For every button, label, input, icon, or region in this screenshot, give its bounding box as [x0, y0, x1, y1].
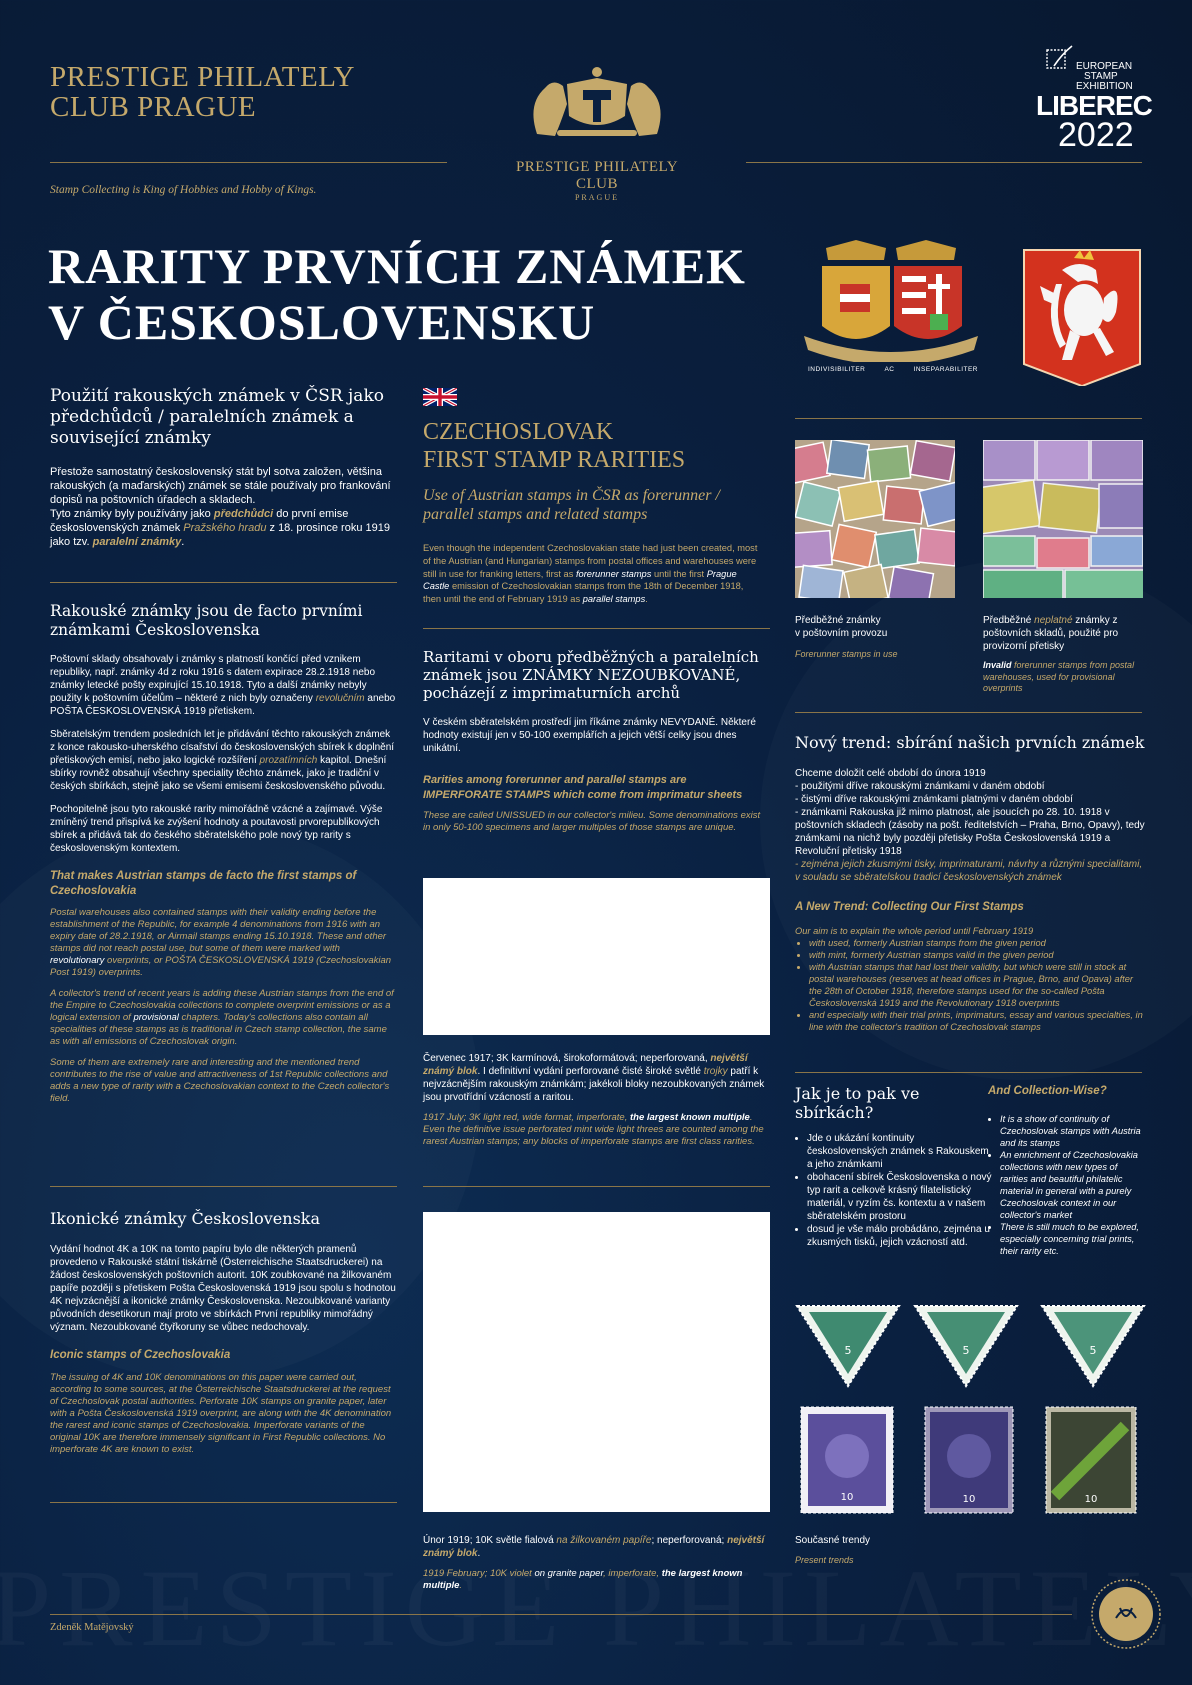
english-paragraph	[50, 988, 396, 1048]
text-run-emph: na žilkovaném papíře	[556, 1535, 652, 1546]
square-stamp	[800, 1406, 894, 1514]
logo-caption: PRESTIGE PHILATELY CLUB	[515, 159, 679, 192]
text-run-emph: the largest known multiple	[423, 1568, 743, 1591]
section-heading: Nový trend: sbírání našich prvních známek	[795, 733, 1145, 752]
english-paragraph: Some of them are extremely rare and interesting and the mentioned trend contributes to the rise of value and attractiveness of 1st Republic collections and adds a new type of rarity with a Czechoslovakian context to the Czech collector's field.	[50, 1057, 390, 1104]
stamp-pile-icon	[795, 440, 955, 598]
caption-english: Forerunner stamps in use	[795, 649, 898, 659]
club-name-line1: PRESTIGE PHILATELY	[50, 61, 355, 93]
double-shield-crest-icon	[798, 240, 984, 362]
english-heading: And Collection-Wise?	[988, 1085, 1107, 1097]
header-rule-right	[746, 162, 1142, 163]
text-run: until the first	[651, 568, 707, 579]
list-item: - známkami Rakouska již mimo platnost, ale jsoucích po 28. 10. 1918 v poštovních skladech (zásoby na pošt. ředitelstvích – Praha, Brno, Opavy), tedy známkami na nichž byly později přetisky Pošta Československá 1919 a Revoluční přetisky 1918	[795, 807, 1145, 857]
text-run: 1917 July; 3K light red, wide format, imperforate,	[423, 1112, 630, 1123]
section-new-trend	[795, 732, 1147, 1033]
stamp-value: 5	[1089, 1344, 1097, 1357]
list-item: • Jde o ukázání kontinuity československých známek s Rakouskem a jeho známkami	[807, 1132, 995, 1171]
text-run-emph: předchůdci	[213, 508, 274, 520]
exhibition-logo	[1036, 44, 1152, 154]
section-heading: Raritami v oboru předběžných a paralelních známek jsou ZNÁMKY NEZOUBKOVANÉ, pocházejí z imprimaturních archů	[423, 648, 759, 702]
english-paragraph: These are called UNISSUED in our collector's milieu. Some denominations exist in only 50-100 specimens and larger multiples of those stamps are unique.	[423, 810, 761, 833]
imperforate-3k-block-image	[423, 878, 770, 1035]
text-run: forerunner stamps from postal warehouses, used for provisional overprints	[983, 660, 1135, 693]
text-run: A collector's trend of recent years is adding these Austrian stamps from the end of the Empire to Czechoslovakia collections to complete overprint emissions or as a logical extension of	[50, 988, 394, 1023]
text-run: emission of Czechoslovakian stamps from the 18th of December 1918, then until the end of February 1919 as	[423, 581, 744, 605]
caption-3k	[423, 1052, 768, 1148]
english-list	[795, 937, 1147, 1033]
text-run: Even though the independent Czechoslovakian state had just been created, most of the Austrian (and Hungarian) stamps from postal offices and warehouses were still in use for franking letters, first as	[423, 543, 758, 579]
caption-10k	[423, 1534, 768, 1592]
english-paragraph: The issuing of 4K and 10K denominations on this paper were carried out, according to some sources, at the Österreichische Staatsdruckerei at the request of Czechoslovak postal authorities. Perforate 10K stamps on granite paper, later with a Pošta Československá 1919 overprint, are along with the 4K denomination the rarest and iconic stamps of Czechoslovakia. Imperforate variants of the original 10K are therefore immensely significant in First Republic collections. No imperforate 4K are known to exist.	[50, 1372, 392, 1455]
text-run-emph: forerunner stamps	[575, 568, 652, 579]
english-heading: Rarities among forerunner and parallel stamps are IMPERFORATE STAMPS which come from imprimatur sheets	[423, 774, 743, 801]
stamp-value: 10	[1084, 1494, 1098, 1505]
stamp-value: 10	[840, 1492, 854, 1503]
caption-line: Předběžné známky	[795, 615, 881, 626]
text-run: Červenec 1917; 3K karmínová, širokoformátová; neperforovaná,	[423, 1053, 711, 1064]
text-run: Únor 1919; 10K světle fialová	[423, 1535, 557, 1546]
overprint-stamps-photo	[983, 440, 1143, 598]
text-run-emph: Pražského hradu	[183, 522, 267, 534]
list-item: • obohacení sbírek Československa o nový typ rarit a celkově krásný filatelistický materiál, v ryzím čs. kontextu a v našem sběratelském prostoru	[807, 1171, 995, 1223]
lions-crest-icon	[497, 64, 697, 144]
trend-list	[795, 780, 1147, 884]
motto-mid: AC	[884, 366, 895, 373]
list-item: • with used, formerly Austrian stamps from the given period	[809, 937, 1147, 949]
exhibition-line3: EXHIBITION	[1076, 81, 1133, 92]
english-title-line2: FIRST STAMP RARITIES	[423, 447, 686, 473]
photo-caption-overprint	[983, 614, 1143, 695]
text-run: patří k nejvzácnějším rakouským známkám; jakékoli bloky nezoubkovaných známek jsou prvotřídní vzácností a raritou.	[423, 1066, 765, 1103]
text-run: .	[181, 536, 185, 548]
text-run: , imperforate,	[603, 1568, 662, 1579]
text-run: .	[477, 1548, 481, 1559]
list-item: • with mint, formerly Austrian stamps valid in the given period	[809, 949, 1147, 961]
list-item: - použitými dříve rakouskými známkami v daném období	[795, 781, 1045, 792]
motto-right: INSEPARABILITER	[913, 366, 978, 373]
caption-text	[983, 614, 1143, 653]
text-run-emph: největší známý blok	[423, 1053, 748, 1077]
author-name: Zdeněk Matějovský	[50, 1622, 134, 1633]
divider	[795, 1072, 1142, 1073]
section-heading: Rakouské známky jsou de facto prvními známkami Československa	[50, 602, 363, 639]
text-run: ; neperforovaná;	[651, 1535, 728, 1546]
triangle-stamp	[1040, 1304, 1146, 1388]
section-iconic	[50, 1208, 396, 1456]
photo-caption-forerunner	[795, 614, 955, 661]
text-run: anebo POŠTA ČESKOSLOVENSKÁ 1919 přetiskem.	[50, 693, 396, 717]
section-collections-cz	[795, 1084, 995, 1249]
square-stamp	[1045, 1406, 1137, 1514]
logo-subcaption: PRAGUE	[574, 193, 619, 202]
caption-text	[423, 1052, 768, 1104]
exhibition-year: 2022	[1058, 116, 1134, 154]
caption-english: Present trends	[795, 1555, 854, 1565]
triangle-stamp	[913, 1304, 1019, 1388]
uk-flag-icon	[423, 388, 457, 406]
present-trends-caption	[795, 1534, 870, 1567]
dropcap-paragraph: Přestože samostatný československý stát byl sotva založen, většina rakouských (a maďarských) známek se stále používaly pro frankování dopisů na poštovních úřadech a skladech.	[50, 466, 391, 506]
caption-line: v poštovním provozu	[795, 628, 888, 639]
stamp-value: 5	[844, 1344, 852, 1357]
english-list	[988, 1113, 1144, 1257]
section-heading: Jak je to pak ve sbírkách?	[795, 1084, 920, 1122]
trend-intro: Chceme doložit celé období do února 1919	[795, 768, 986, 779]
text-run: chapters. Today's collections also contain all specialities of these stamps as is traditional in Czech stamp collection, the same as with all emissions of Czechoslovak origin.	[50, 1012, 387, 1047]
section-imperforate	[423, 648, 768, 834]
triangle-stamp	[795, 1304, 901, 1388]
divider	[423, 628, 770, 629]
page-title-line1: RARITY PRVNÍCH ZNÁMEK	[48, 238, 746, 294]
english-subtitle: Use of Austrian stamps in ČSR as forerunner / parallel stamps and related stamps	[423, 487, 720, 523]
text-run: z 18. prosince roku 1919 jako tzv.	[50, 522, 390, 548]
text-run: Tyto známky byly používány jako	[50, 508, 214, 520]
section-paragraph	[50, 465, 396, 507]
text-run-emph: neplatné	[1034, 615, 1073, 626]
text-run-emph: revolutionary	[50, 955, 105, 966]
exhibition-city: LIBEREC	[1036, 90, 1152, 121]
forerunner-stamps-photo	[795, 440, 955, 598]
text-run: do první emise československých známek	[50, 508, 349, 534]
caption-english	[423, 1112, 768, 1148]
text-run: kapitol. Dnešní sbírky rovněž obsahují všechny speciality těchto známek, jako je tradiční v českých sbírkách, stejně jako se všemi emisemi československého původu.	[50, 755, 387, 792]
text-run: . Even the definitive issue perforated mint wide light threes are counted among the rarest Austrian stamps; any blocks of imperforate stamps are first class rarities.	[423, 1112, 764, 1147]
divider	[50, 1502, 397, 1503]
divider	[795, 712, 1142, 713]
text-run-emph: the largest known multiple	[630, 1112, 750, 1123]
section-paragraph: V českém sběratelském prostředí jim říkáme známky NEVYDANÉ. Některé hodnoty existují jen v 50-100 exemplářích a jejich větší celky jsou dnes unikátní.	[423, 717, 756, 754]
text-run: . I definitivní vydání perforované čisté široké světlé	[477, 1066, 704, 1077]
austro-hungarian-arms	[798, 240, 984, 382]
stamp-value: 10	[962, 1494, 976, 1505]
text-run-emph: Invalid	[983, 660, 1012, 670]
section-de-facto	[50, 602, 396, 1105]
stamp-value: 5	[962, 1344, 970, 1357]
section-paragraph	[50, 728, 396, 793]
text-run: .	[459, 1580, 463, 1591]
czech-lion-arms	[1022, 248, 1142, 386]
text-run-emph: on granite paper	[534, 1568, 604, 1579]
list-item: • with Austrian stamps that had lost their validity, but which were still in stock at postal warehouses (reserves at head offices in Prague, Brno, and Opava) after the 28th of October 1918, therefore stamps used for the so-called Pošta Československá 1919 and the Revolutionary 1918 overprints	[809, 961, 1147, 1009]
caption-text	[423, 1534, 768, 1560]
stamp-outline-icon	[1044, 44, 1074, 74]
page-title	[48, 238, 746, 350]
header-rule-left	[50, 162, 447, 163]
english-intro: Our aim is to explain the whole period until February 1919	[795, 926, 1034, 936]
divider	[50, 582, 397, 583]
english-heading: Iconic stamps of Czechoslovakia	[50, 1349, 231, 1361]
text-run: 1919 February; 10K violet	[423, 1568, 535, 1579]
text-run-emph: revolučním	[315, 693, 365, 704]
square-stamp	[924, 1406, 1014, 1514]
text-run: .	[645, 594, 648, 605]
section-paragraph	[50, 653, 396, 718]
imperforate-10k-block-image	[423, 1212, 770, 1512]
text-run-emph: parallel stamps	[582, 594, 646, 605]
section-paragraph: Pochopitelně jsou tyto rakouské rarity mimořádně vzácné a zajímavé. Výše zmíněný trend přispívá ke zvýšení hodnoty a poutavosti prvorepublikových sbírek a přidává tak do českého sběratelského pole nový typ rarity s československým kontextem.	[50, 804, 383, 854]
section-heading: Použití rakouských známek v ČSR jako předchůdců / paralelních známek a související známky	[50, 386, 384, 448]
czech-lion-icon	[1022, 248, 1142, 386]
english-heading: That makes Austrian stamps de facto the first stamps of Czechoslovakia	[50, 870, 357, 897]
section-forerunner	[50, 386, 396, 549]
seal-icon	[1090, 1578, 1162, 1650]
english-title-line1: CZECHOSLOVAK	[423, 419, 614, 445]
footer-seal	[1090, 1578, 1162, 1650]
exhibition-line2: STAMP	[1084, 71, 1118, 82]
footer-rule	[50, 1614, 1072, 1615]
motto: Stamp Collecting is King of Hobbies and Hobby of Kings.	[50, 184, 317, 196]
exhibition-line1: EUROPEAN	[1076, 61, 1133, 72]
divider	[795, 418, 1142, 419]
club-name	[50, 62, 355, 122]
english-title	[423, 418, 685, 474]
english-paragraph	[50, 907, 396, 979]
stamp-sheet-icon	[983, 440, 1143, 598]
caption-english	[423, 1568, 768, 1592]
list-item: • and especially with their trial prints, imprimaturs, essay and various specialties, in line with the collector's tradition of Czechoslovak stamps	[809, 1009, 1147, 1033]
club-name-line2: CLUB PRAGUE	[50, 91, 257, 123]
text-run-emph: největší známý blok	[423, 1535, 765, 1559]
caption-english	[983, 660, 1143, 695]
list-item: • An enrichment of Czechoslovakia collections with new types of rarities and beautiful philatelic material in general with a purely Czechoslovak context in our collector's market	[1000, 1149, 1144, 1221]
club-logo	[497, 64, 697, 202]
text-run: overprints, or POŠTA ČESKOSLOVENSKÁ 1919 (Czechoslovakian Post 1919) overprints.	[50, 955, 392, 978]
english-heading: A New Trend: Collecting Our First Stamps	[795, 901, 1024, 913]
section-paragraph	[50, 507, 396, 549]
list-item: • There is still much to be explored, especially concerning trial prints, their rarity etc.	[1000, 1221, 1144, 1257]
list-item: - zejména jejich zkusmými tisky, imprimaturami, návrhy a různými specialitami, v souladu se sběratelskou tradicí československých známek	[795, 859, 1143, 883]
list-item: • dosud je vše málo probádáno, zejména u zkusmých tisků, jejich vzácností atd.	[807, 1223, 995, 1249]
section-heading: Ikonické známky Československa	[50, 1209, 321, 1228]
text-run: známky z poštovních skladů, použité pro provizorní přetisky	[983, 615, 1119, 652]
english-intro	[423, 542, 759, 606]
text-run-emph: prozatímních	[259, 755, 318, 766]
section-collections-en	[988, 1084, 1144, 1257]
text-run: Postal warehouses also contained stamps with their validity ending before the establishment of the Republic, for example 4 denominations from 1916 with an expiry date of 28.2.1918, or Airmail stamps ending 15.10.1918. These and other stamps did not reach postal use, but some of them were marked with	[50, 907, 387, 954]
motto-left: INDIVISIBILITER	[808, 366, 866, 373]
divider	[50, 1186, 397, 1187]
page-title-line2: V ČESKOSLOVENSKU	[48, 294, 596, 350]
text-run-emph: Prague Castle	[423, 568, 737, 592]
text-run-emph: paralelní známky	[92, 536, 182, 548]
text-run: Předběžné	[983, 615, 1035, 626]
caption-line: Současné trendy	[795, 1535, 871, 1546]
text-run: Poštovní sklady obsahovaly i známky s platností končící před vznikem republiky, např. známky 4d z roku 1916 s datem expirace 28.2.1918 nebo známky letecké pošty expirující 15.10.1918. Tyto a další známky nebyly použity k poštovním účelům – některé z nich byly označeny	[50, 654, 376, 704]
section-paragraph: Vydání hodnot 4K a 10K na tomto papíru bylo dle některých pramenů provedeno v Rakouské státní tiskárně (Österreichische Staatsdruckerei) na žádost československých poštovních autorit. 10K zoubkované na žilkovaném papíře později s přetiskem Pošta Československá 1919 jsou spolu s hodnotou 4K nejvzácnější a ikonické známky Československa. Nezoubkované varianty původních desetikorun mají proto ve sbírkách První republiky mimořádný význam. Nezoubkované čtyřkoruny se vůbec nedochovaly.	[50, 1244, 396, 1333]
text-run-emph: provisional	[133, 1012, 179, 1023]
collections-list	[795, 1132, 995, 1249]
list-item: - čistými dříve rakouskými známkami platnými v daném období	[795, 794, 1073, 805]
text-run-emph: trojky	[703, 1066, 728, 1077]
list-item: • It is a show of continuity of Czechoslovak stamps with Austria and its stamps	[1000, 1113, 1144, 1149]
text-run: Sběratelským trendem posledních let je přidávání těchto rakouských známek z konce rakousko-uherského císařství do československých sbírek k doplnění přetiskových emisí, nebo jako logické rozšíření	[50, 729, 395, 766]
divider	[423, 1186, 770, 1187]
